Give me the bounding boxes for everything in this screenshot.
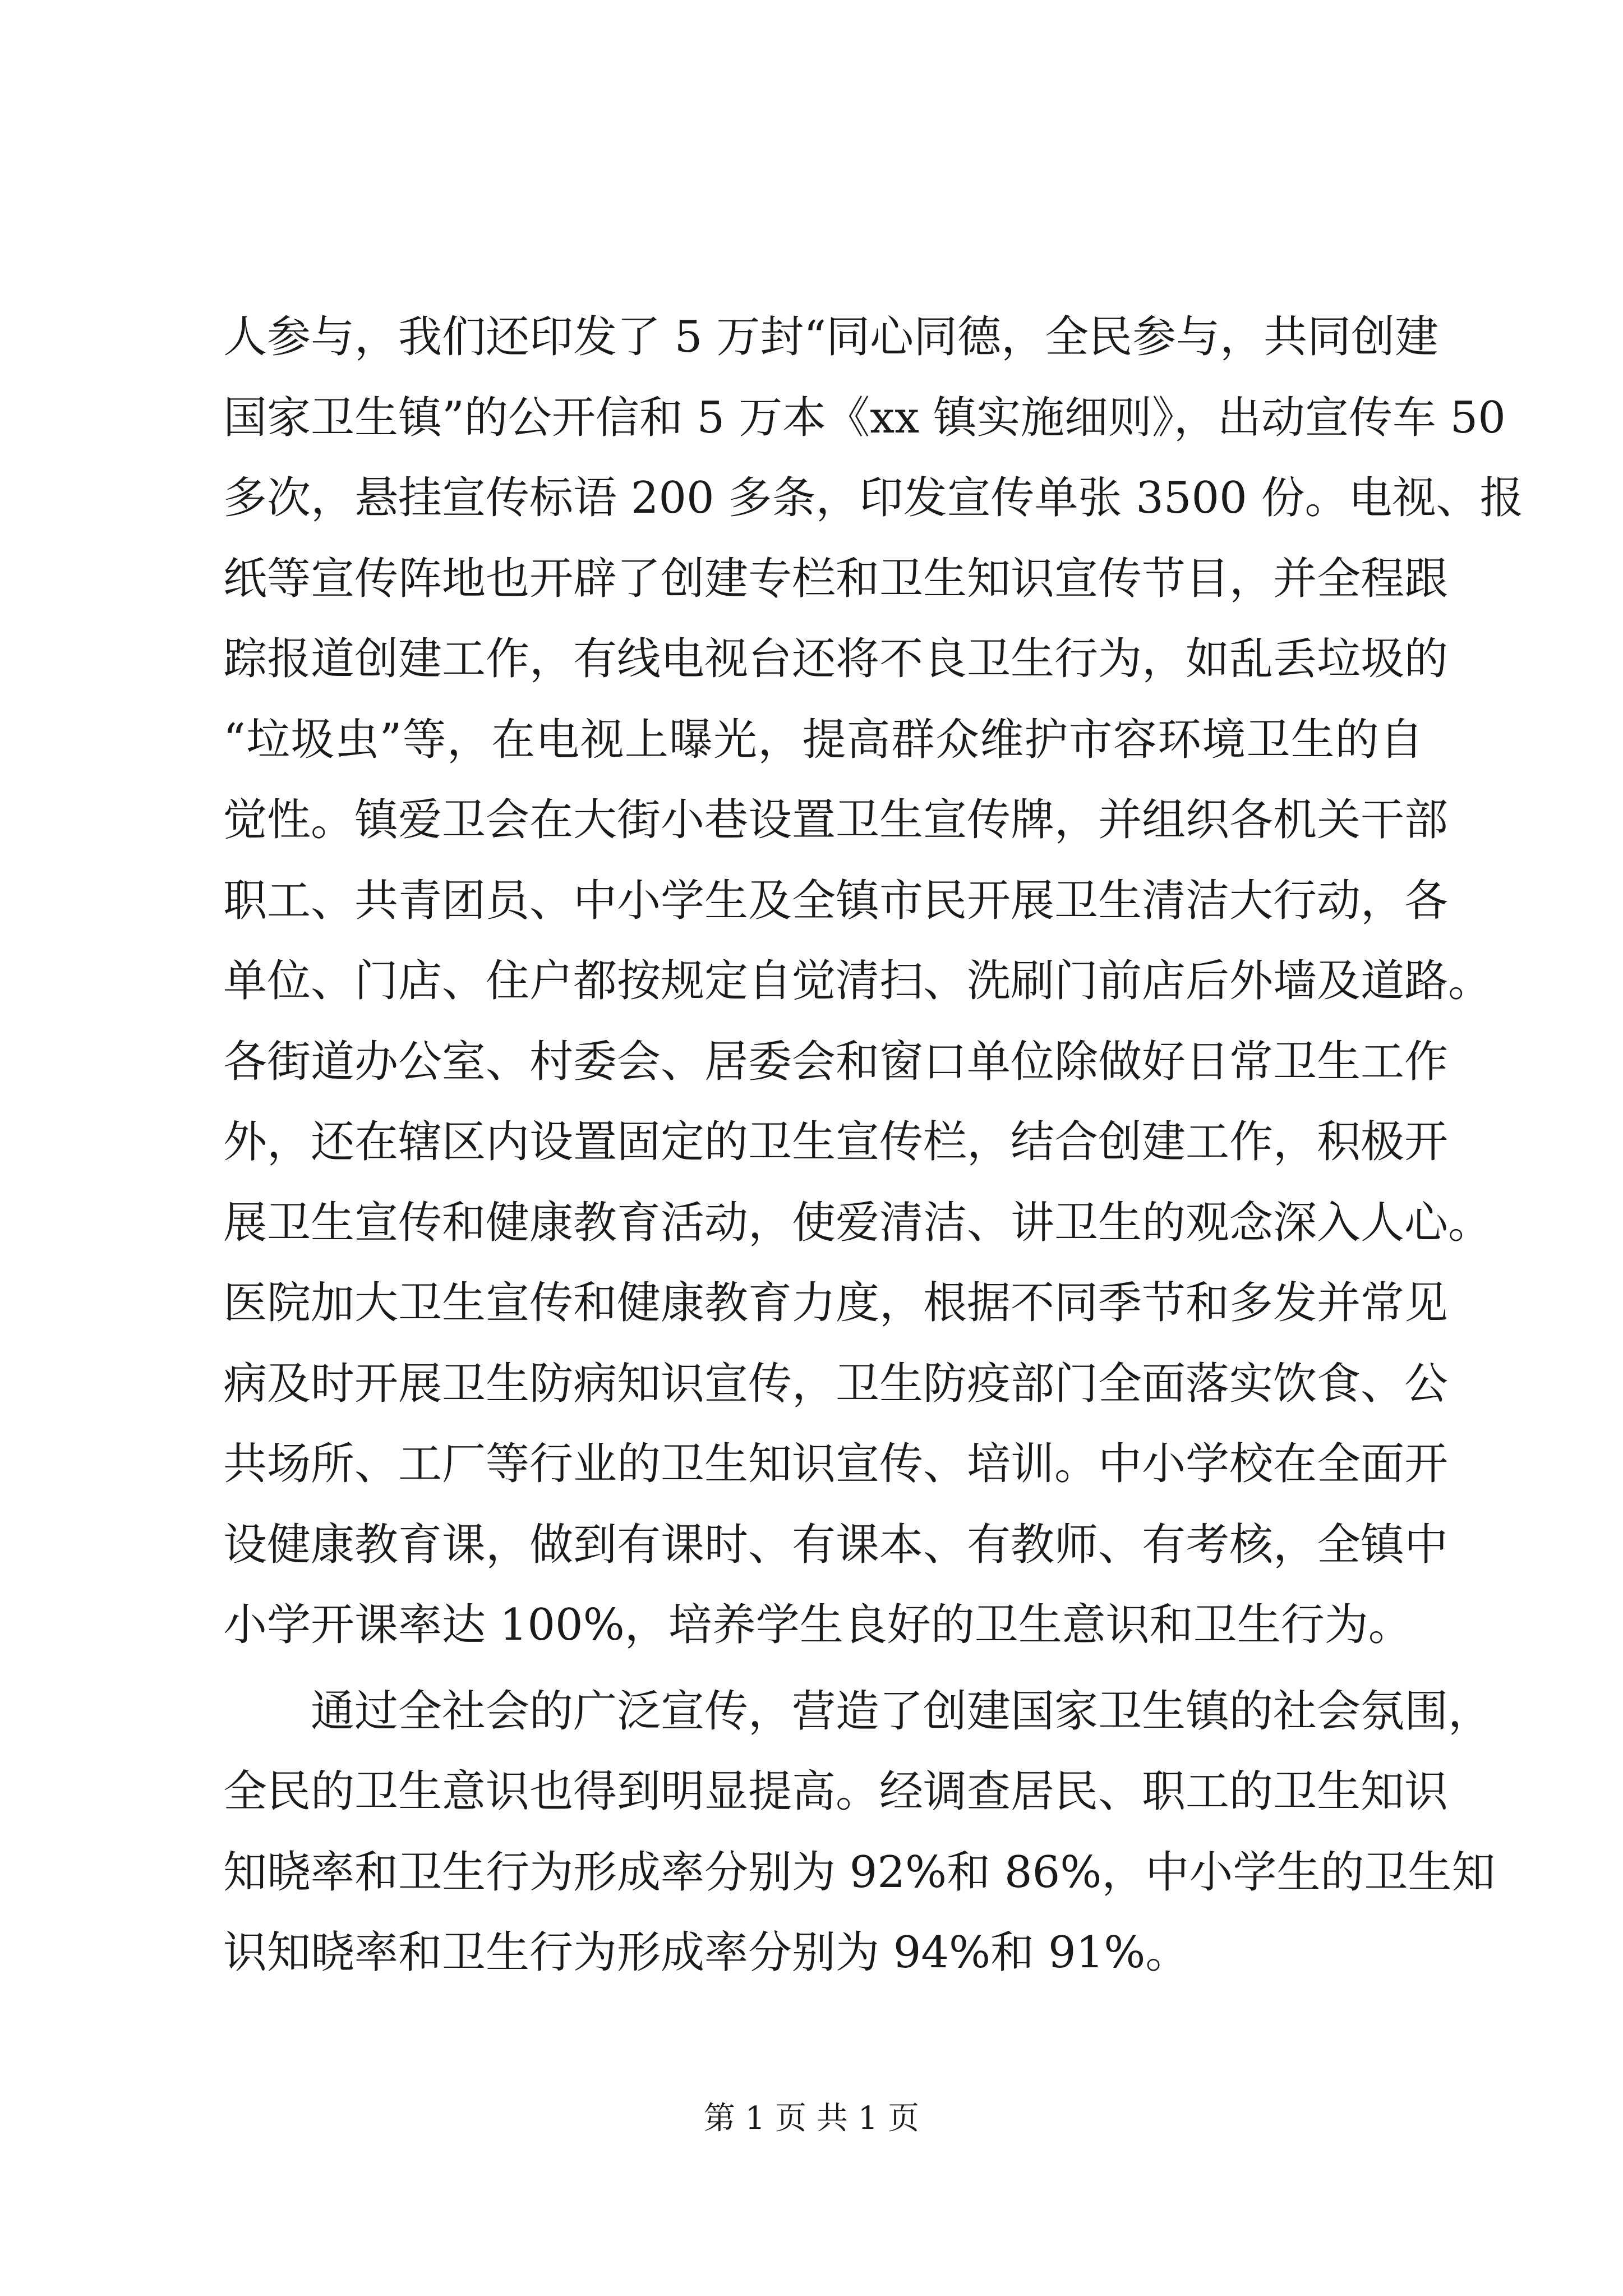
text-line: 展卫生宣传和健康教育活动，使爱清洁、讲卫生的观念深入人心。 — [223, 1197, 1492, 1248]
paragraph-2 — [223, 1672, 1496, 1994]
body-text — [223, 297, 1524, 1994]
text-line: 国家卫生镇”的公开信和 5 万本《xx 镇实施细则》，出动宣传车 50 — [223, 392, 1506, 443]
text-line: 外，还在辖区内设置固定的卫生宣传栏，结合创建工作，积极开 — [223, 1117, 1449, 1167]
text-line: 纸等宣传阵地也开辟了创建专栏和卫生知识宣传节目，并全程跟 — [223, 553, 1449, 604]
text-line: 通过全社会的广泛宣传，营造了创建国家卫生镇的社会氛围， — [311, 1686, 1492, 1737]
text-line: 各街道办公室、村委会、居委会和窗口单位除做好日常卫生工作 — [223, 1036, 1449, 1087]
page-footer: 第 1 页 共 1 页 — [703, 2100, 920, 2137]
text-line: 多次，悬挂宣传标语 200 多条，印发宣传单张 3500 份。电视、报 — [223, 473, 1524, 523]
text-line: 病及时开展卫生防病知识宣传，卫生防疫部门全面落实饮食、公 — [223, 1358, 1449, 1409]
text-line: 职工、共青团员、中小学生及全镇市民开展卫生清洁大行动，各 — [223, 875, 1449, 926]
text-line: 人参与，我们还印发了 5 万封“同心同德，全民参与，共同创建 — [223, 312, 1439, 362]
paragraph-1 — [223, 297, 1524, 1666]
text-line: 识知晓率和卫生行为形成率分别为 94%和 91%。 — [223, 1927, 1189, 1978]
text-line: 全民的卫生意识也得到明显提高。经调查居民、职工的卫生知识 — [223, 1766, 1449, 1817]
text-line: 觉性。镇爱卫会在大街小巷设置卫生宣传牌，并组织各机关干部 — [223, 795, 1449, 845]
paragraph-spacer — [223, 1666, 1423, 1672]
text-line: 踪报道创建工作，有线电视台还将不良卫生行为，如乱丢垃圾的 — [223, 634, 1449, 684]
text-line: 单位、门店、住户都按规定自觉清扫、洗刷门前店后外墙及道路。 — [223, 956, 1492, 1006]
text-line: 共场所、工厂等行业的卫生知识宣传、培训。中小学校在全面开 — [223, 1439, 1449, 1489]
text-line: 知晓率和卫生行为形成率分别为 92%和 86%，中小学生的卫生知 — [223, 1847, 1496, 1898]
text-line: “垃圾虫”等，在电视上曝光，提高群众维护市容环境卫生的自 — [223, 714, 1423, 765]
text-line: 医院加大卫生宣传和健康教育力度，根据不同季节和多发并常见 — [223, 1278, 1449, 1328]
text-line: 设健康教育课，做到有课时、有课本、有教师、有考核，全镇中 — [223, 1519, 1449, 1570]
text-line: 小学开课率达 100%，培养学生良好的卫生意识和卫生行为。 — [223, 1600, 1412, 1650]
